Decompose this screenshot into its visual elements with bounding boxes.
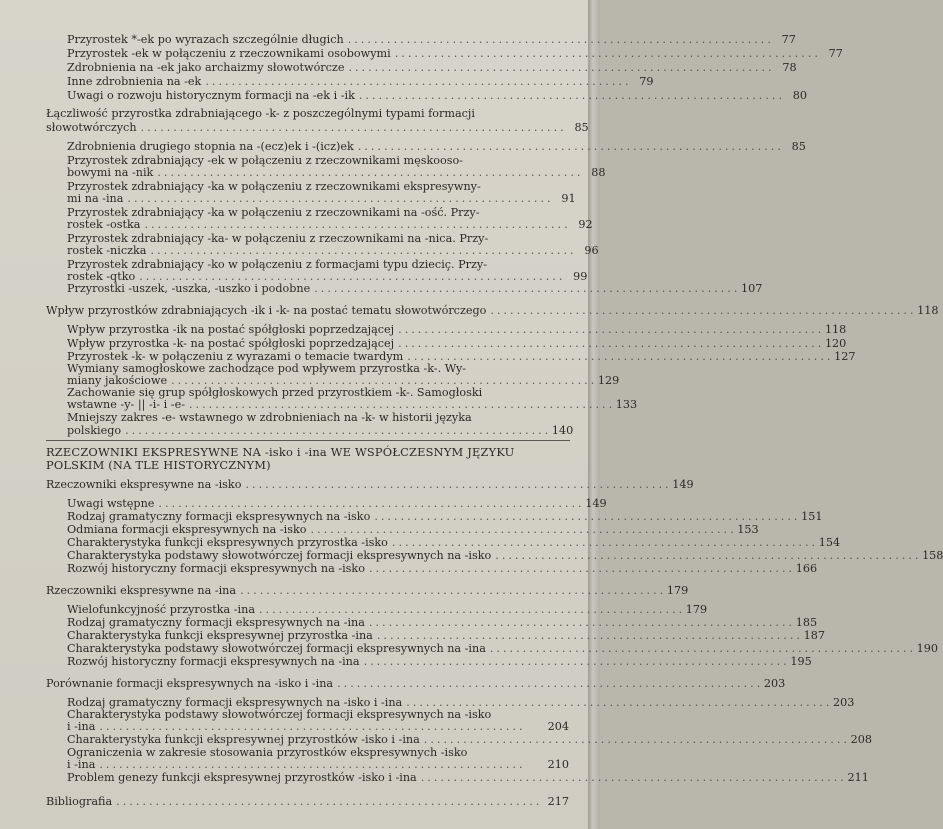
toc-entry: wstawne -y- || -i- i -e- ................................................................. 133	[67, 398, 638, 411]
toc-entry: Przyrostek -ek w połączeniu z rzeczownikami osobowymi ................................................................. 77	[67, 47, 843, 60]
toc-section-entry: Porównanie formacji ekspresywnych na -isko i -ina ................................................................. 203	[46, 677, 786, 690]
part-heading: RZECZOWNIKI EKSPRESYWNE NA -isko i -ina WE WSPÓŁCZESNYM JĘZYKU	[46, 445, 515, 459]
toc-entry-title: Mniejszy zakres -e- wstawnego w zdrobnieniach na -k- w historii języka	[67, 411, 472, 424]
toc-entry: Zdrobnienia drugiego stopnia na -(ecz)ek i -(icz)ek ................................................................. 85	[67, 140, 806, 153]
toc-entry: bowymi na -nik ................................................................. 88	[67, 166, 606, 179]
toc-section-title: Łączliwość przyrostka zdrabniającego -k- z poszczególnymi typami formacji	[46, 107, 475, 120]
toc-entry: mi na -ina ................................................................. 91	[67, 192, 576, 205]
part-heading-cont: POLSKIM (NA TLE HISTORYCZNYM)	[46, 458, 271, 472]
toc-entry-title: Przyrostek zdrabniający -ka w połączeniu z rzeczownikami ekspresywny-	[67, 180, 481, 193]
toc-entry: Charakterystyka funkcji ekspresywnej przyrostka -ina ................................................................. 187	[67, 629, 825, 642]
toc-entry: Charakterystyka funkcji ekspresywnych przyrostka -isko ................................................................. 154	[67, 536, 841, 549]
toc-entry: Zdrobnienia na -ek jako archaizmy słowotwórcze ................................................................. 78	[67, 61, 797, 74]
toc-entry: rostek -niczka ................................................................. 96	[67, 244, 599, 257]
toc-section-entry: słowotwórczych ................................................................. 85	[46, 121, 589, 134]
toc-entry: Problem genezy funkcji ekspresywnej przyrostków -isko i -ina ................................................................. 211	[67, 771, 869, 784]
toc-entry: i -ina ................................................................. 204	[67, 720, 569, 733]
toc-entry: Rozwój historyczny formacji ekspresywnych na -isko ................................................................. 166	[67, 562, 818, 575]
toc-entry-title: Wymiany samogłoskowe zachodzące pod wpływem przyrostka -k-. Wy-	[67, 362, 467, 375]
toc-entry: Rodzaj gramatyczny formacji ekspresywnych na -ina ................................................................. 185	[67, 616, 818, 629]
toc-entry: Przyrostek *-ek po wyrazach szczególnie długich ................................................................. 77	[67, 33, 796, 46]
toc-entry: Charakterystyka podstawy słowotwórczej formacji ekspresywnych na -ina ................................................................. 190	[67, 642, 939, 655]
toc-entry: Inne zdrobnienia na -ek ................................................................. 79	[67, 75, 654, 88]
toc-entry: Rodzaj gramatyczny formacji ekspresywnych na -isko i -ina ................................................................. 203	[67, 696, 855, 709]
toc-entry-title: Przyrostek zdrabniający -ka- w połączeniu z rzeczownikami na -nica. Przy-	[67, 232, 489, 245]
toc-section-entry: Rzeczowniki ekspresywne na -ina ................................................................. 179	[46, 584, 689, 597]
toc-entry: Przyrostek -k- w połączeniu z wyrazami o temacie twardym ................................................................. 127	[67, 350, 856, 363]
toc-entry: Charakterystyka podstawy słowotwórczej formacji ekspresywnych na -isko ................................................................. 158	[67, 549, 943, 562]
toc-entry: Przyrostki -uszek, -uszka, -uszko i podobne ................................................................. 107	[67, 282, 763, 295]
toc-entry-title: Przyrostek zdrabniający -ka w połączeniu z rzeczownikami na -ość. Przy-	[67, 206, 480, 219]
toc-entry: rostek -qtko ................................................................. 99	[67, 270, 588, 283]
toc-entry: Uwagi wstępne ................................................................. 149	[67, 497, 607, 510]
toc-entry: Wpływ przyrostka -k- na postać spółgłoski poprzedzającej ................................................................. 120	[67, 337, 847, 350]
toc-entry: Rozwój historyczny formacji ekspresywnych na -ina ................................................................. 195	[67, 655, 812, 668]
toc-entry: Wpływ przyrostka -ik na postać spółgłoski poprzedzającej ................................................................. 118	[67, 323, 847, 336]
toc-entry: polskiego ................................................................. 140	[67, 424, 574, 437]
toc-section-entry: Wpływ przyrostków zdrabniających -ik i -k- na postać tematu słowotwórczego ................................................................. 118	[46, 304, 939, 317]
toc-entry-title: Przyrostek zdrabniający -ko w połączeniu z formacjami typu dzieciç. Przy-	[67, 258, 488, 271]
toc-entry: Wielofunkcyjność przyrostka -ina ................................................................. 179	[67, 603, 708, 616]
toc-section-entry: Bibliografia ................................................................. 217	[46, 795, 569, 808]
toc-entry: Rodzaj gramatyczny formacji ekspresywnych na -isko ................................................................. 151	[67, 510, 823, 523]
toc-entry-title: Ograniczenia w zakresie stosowania przyrostków ekspresywnych -isko	[67, 746, 468, 759]
toc-entry: Odmiana formacji ekspresywnych na -isko ................................................................. 153	[67, 523, 759, 536]
toc-entry-title: Przyrostek zdrabniający -ek w połączeniu z rzeczownikami męskooso-	[67, 154, 463, 167]
section-divider	[46, 440, 570, 441]
toc-entry: Charakterystyka funkcji ekspresywnej przyrostków -isko i -ina ................................................................. 208	[67, 733, 872, 746]
toc-entry: Uwagi o rozwoju historycznym formacji na -ek i -ik ................................................................. 80	[67, 89, 808, 102]
toc-section-entry: Rzeczowniki ekspresywne na -isko ................................................................. 149	[46, 478, 694, 491]
toc-entry-title: Zachowanie się grup spółgłoskowych przed przyrostkiem -k-. Samogłoski	[67, 386, 483, 399]
toc-entry: i -ina ................................................................. 210	[67, 758, 569, 771]
toc-entry: miany jakościowe ................................................................. 129	[67, 374, 620, 387]
toc-entry-title: Charakterystyka podstawy słowotwórczej formacji ekspresywnych na -isko	[67, 708, 492, 721]
toc-entry: rostek -ostka ................................................................. 92	[67, 218, 593, 231]
